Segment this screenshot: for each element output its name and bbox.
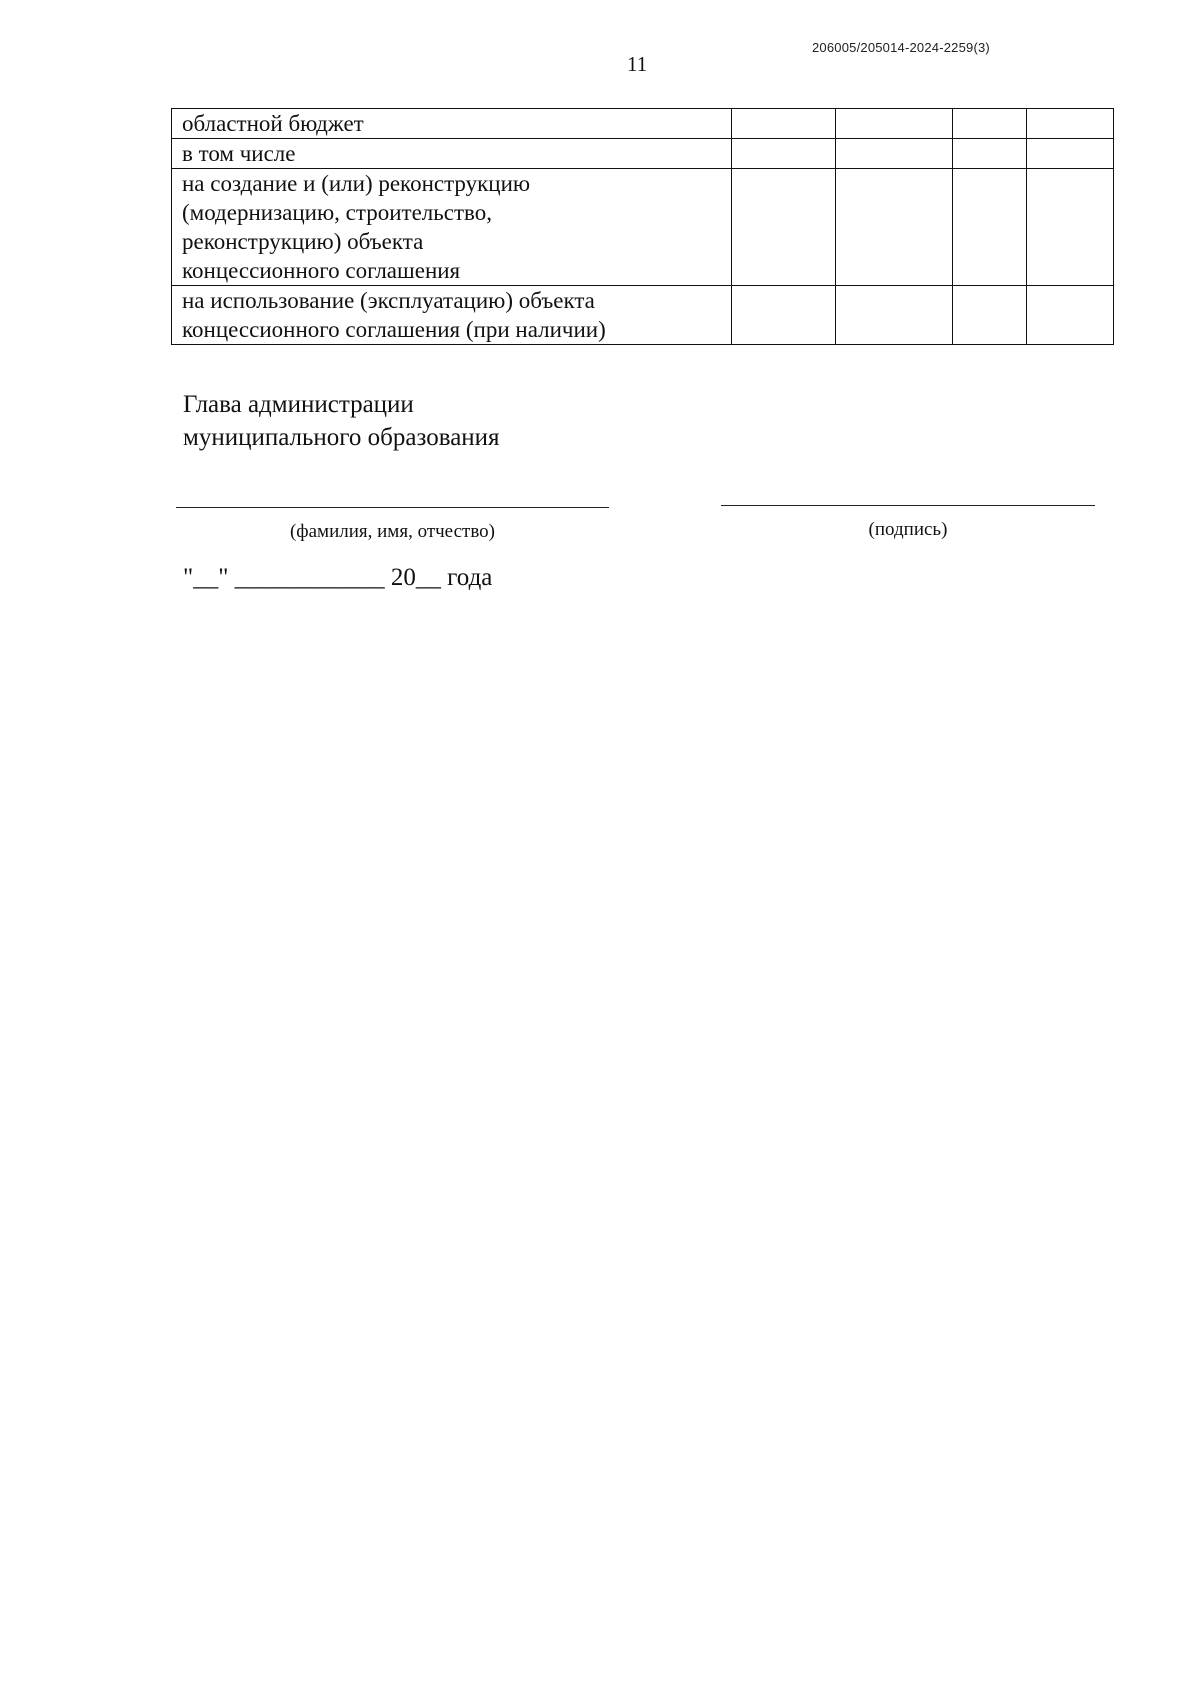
table-cell (835, 109, 952, 139)
table-row (172, 139, 1114, 169)
table-cell (732, 139, 835, 169)
table-row (172, 286, 1114, 345)
table-row (172, 169, 1114, 286)
page-number: 11 (627, 52, 648, 76)
signatory-title: Глава администрации муниципального образования (183, 391, 500, 451)
row-label: в том числе (172, 139, 732, 169)
table-cell (953, 286, 1026, 345)
row-label: областной бюджет (172, 109, 732, 139)
budget-table (171, 108, 1114, 345)
name-blank-line (176, 507, 609, 508)
table-cell (953, 109, 1026, 139)
table-cell (732, 169, 835, 286)
date-line: "__" ____________ 20__ года (183, 564, 493, 591)
table-cell (732, 286, 835, 345)
row-label: на создание и (или) реконструкцию (модернизацию, строительство, реконструкцию) объекта концессионного соглашения (172, 169, 732, 286)
table-cell (835, 169, 952, 286)
signature-blank-line (721, 505, 1095, 506)
table-cell (1026, 109, 1113, 139)
row-label: на использование (эксплуатацию) объекта концессионного соглашения (при наличии) (172, 286, 732, 345)
table-cell (1026, 139, 1113, 169)
signature-caption: (подпись) (868, 519, 948, 540)
table-cell (732, 109, 835, 139)
table-cell (1026, 286, 1113, 345)
table-cell (953, 169, 1026, 286)
table-cell (835, 286, 952, 345)
name-caption: (фамилия, имя, отчество) (289, 521, 495, 542)
table-cell (1026, 169, 1113, 286)
table-row (172, 109, 1114, 139)
document-id: 206005/205014-2024-2259(3) (812, 40, 990, 55)
table-cell (835, 139, 952, 169)
table-cell (953, 139, 1026, 169)
